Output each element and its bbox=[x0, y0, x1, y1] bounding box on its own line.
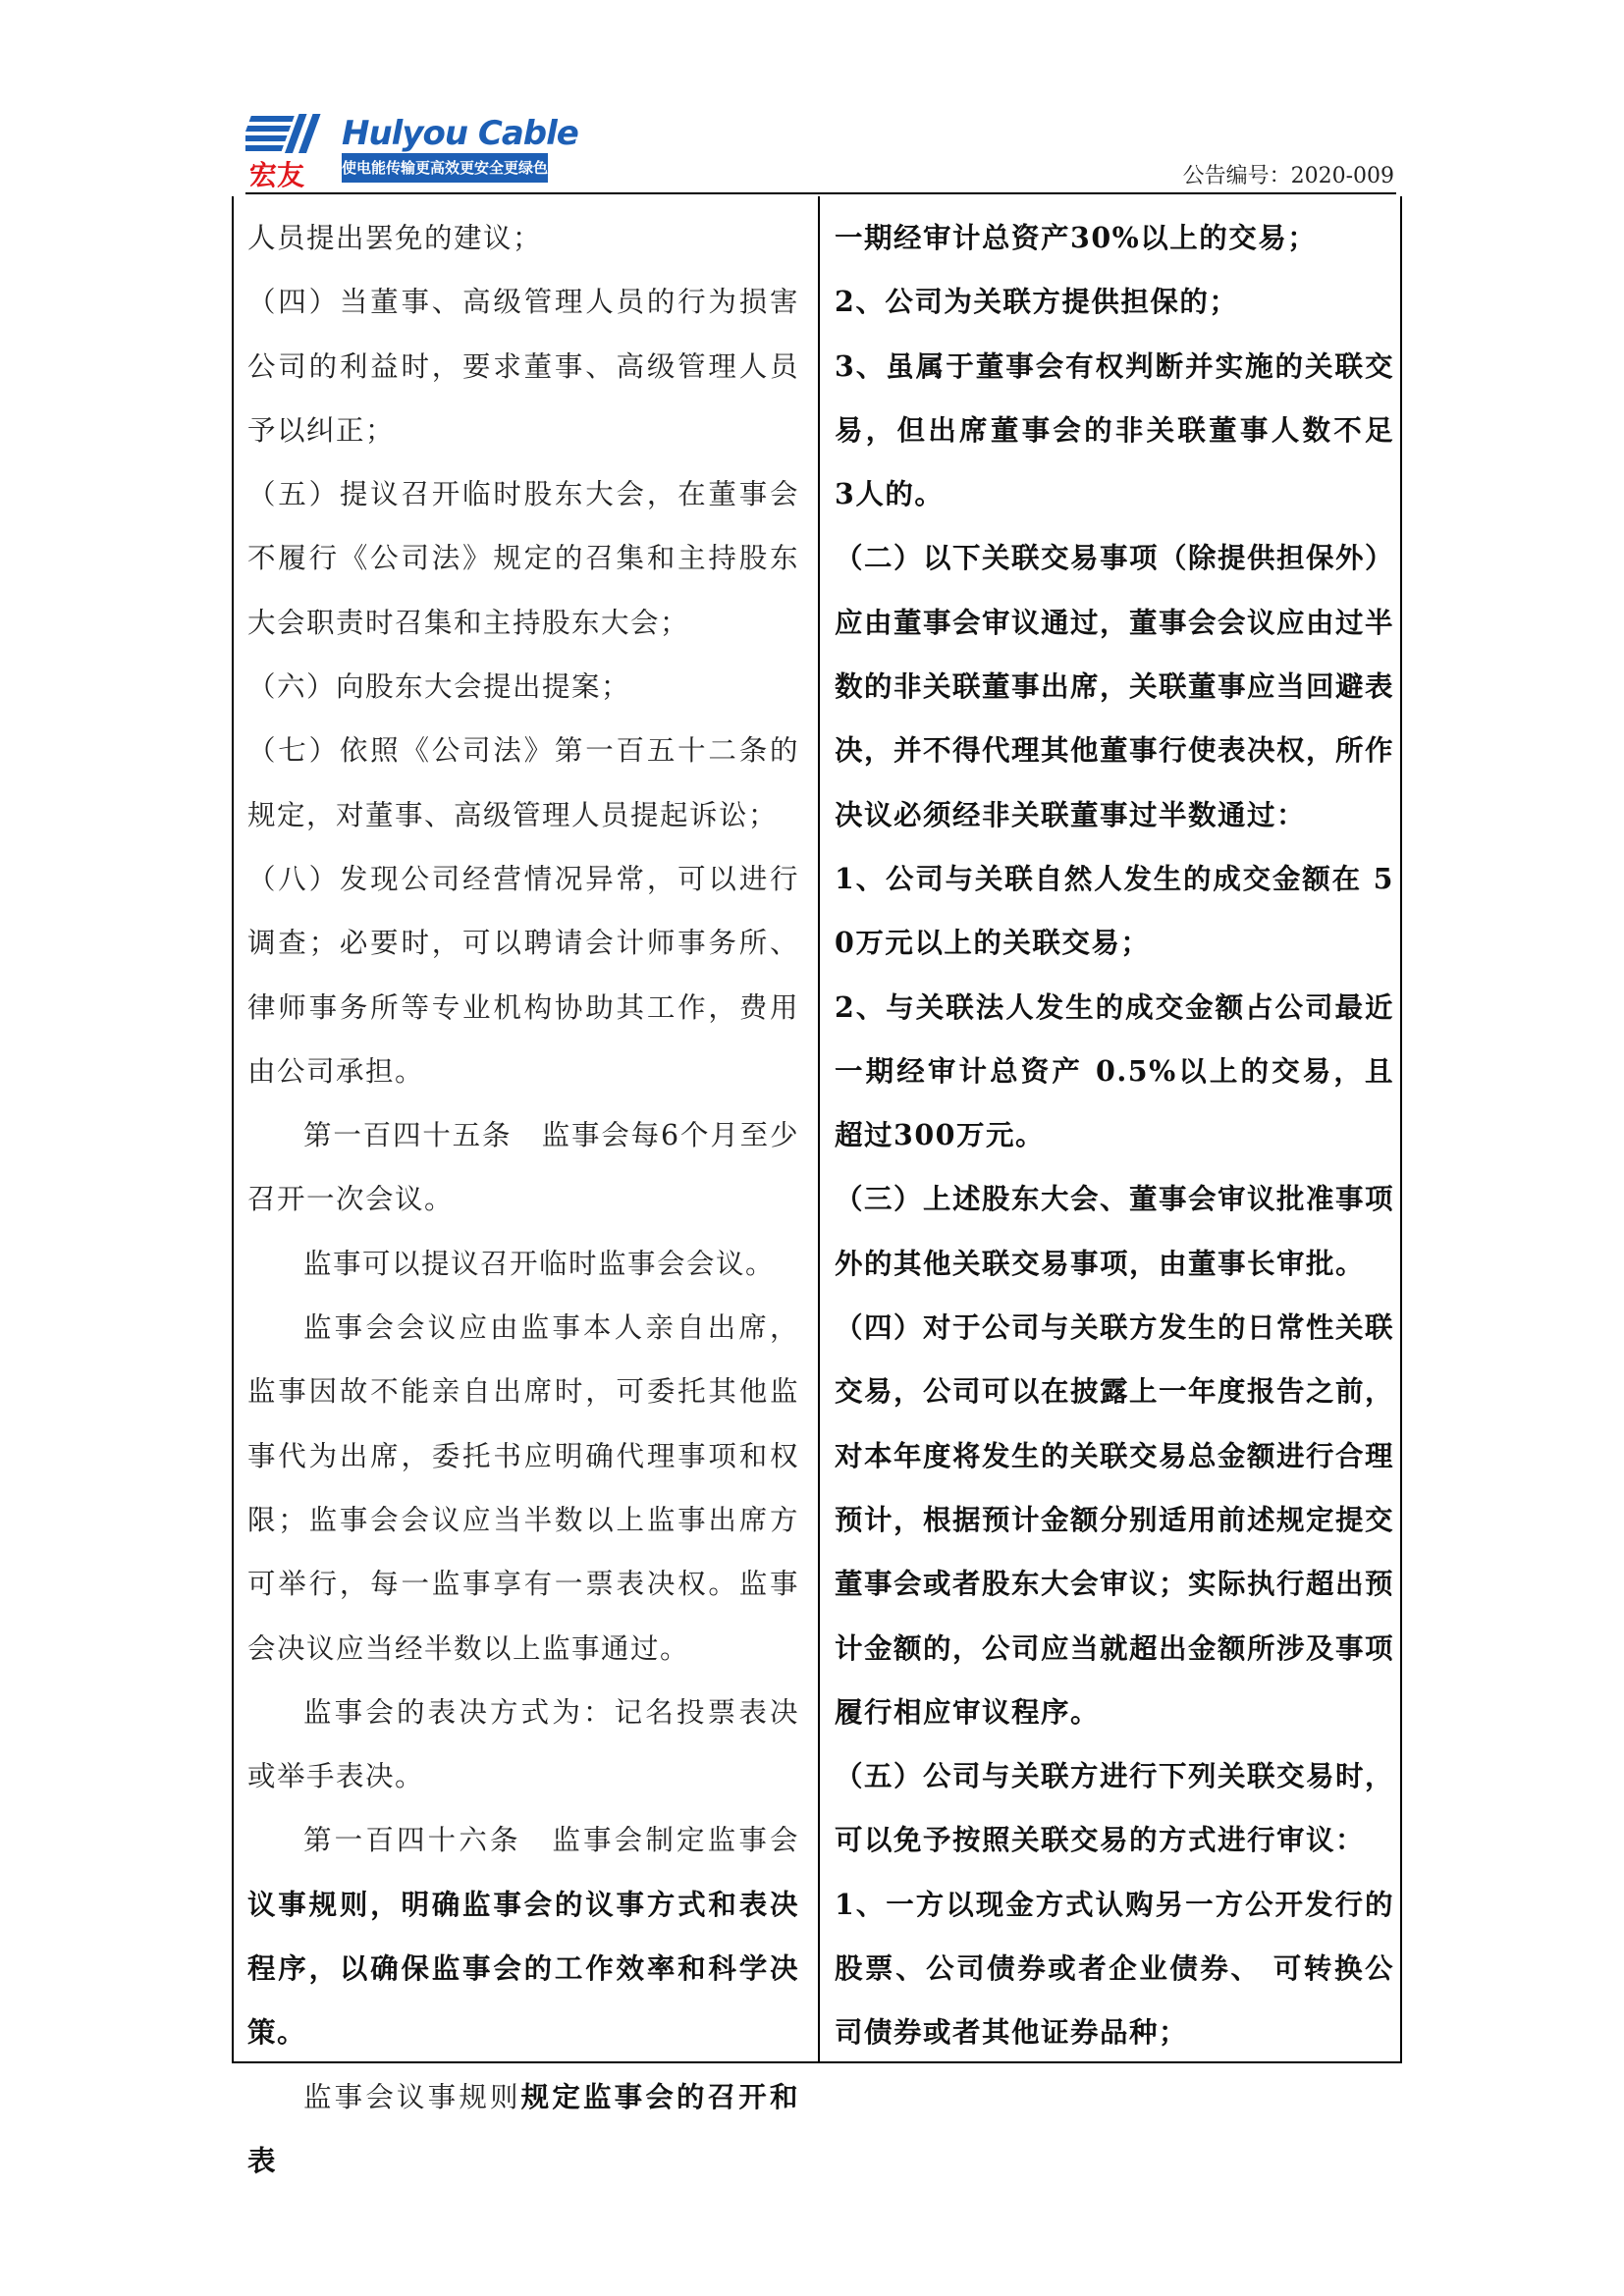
right_column-paragraph: 3、虽属于董事会有权判断并实施的关联交易，但出席董事会的非关联董事人数不足 3人的。 bbox=[835, 348, 1394, 511]
paragraph-text: 监事会议事规则 bbox=[303, 2080, 521, 2113]
right_column-paragraph: （五）公司与关联方进行下列关联交易时，可以免予按照关联交易的方式进行审议： bbox=[835, 1759, 1395, 1857]
right_column-paragraph: （四）对于公司与关联方发生的日常性关联交易，公司可以在披露上一年度报告之前，对本年度将发生的关联交易总金额进行合理预计，根据预计金额分别适用前述规定提交董事会或者股东大会审议；实际执行超出预计金额的，公司应当就超出金额所涉及事项履行相应审议程序。 bbox=[835, 1310, 1395, 1729]
header-rule bbox=[245, 192, 1396, 194]
company-logo bbox=[245, 110, 578, 188]
left_column-paragraph bbox=[247, 1808, 799, 2064]
left_column-paragraph: 监事可以提议召开临时监事会会议。 bbox=[303, 1247, 776, 1280]
left_column-paragraph: 监事会的表决方式为：记名投票表决或举手表决。 bbox=[247, 1695, 799, 1793]
page-header bbox=[245, 110, 1394, 188]
right_column-paragraph: 1、一方以现金方式认购另一方公开发行的股票、公司债券或者企业债券、 可转换公司债券或者其他证券品种； bbox=[835, 1887, 1394, 2050]
left_column-paragraph: （七）依照《公司法》第一百五十二条的规定，对董事、高级管理人员提起诉讼； bbox=[247, 734, 799, 831]
svg-text:宏友: 宏友 bbox=[249, 159, 305, 188]
left_column-paragraph: 人员提出罢免的建议； bbox=[247, 222, 543, 254]
right_column-paragraph: （三）上述股东大会、董事会审议批准事项外的其他关联交易事项，由董事长审批。 bbox=[835, 1182, 1395, 1280]
column-divider bbox=[818, 196, 820, 2061]
announcement-number: 公告编号：2020-009 bbox=[1182, 164, 1394, 188]
left_column-paragraph: 监事会会议应由监事本人亲自出席，监事因故不能亲自出席时，可委托其他监事代为出席，委托书应明确代理事项和权限；监事会会议应当半数以上监事出席方可举行，每一监事享有一票表决权。监事会决议应当经半数以上监事通过。 bbox=[247, 1311, 799, 1665]
right-column bbox=[835, 206, 1394, 2065]
left_column-paragraph: （六）向股东大会提出提案； bbox=[247, 670, 631, 704]
cable-logo-icon bbox=[245, 110, 336, 188]
left_column-paragraph: （五）提议召开临时股东大会，在董事会不履行《公司法》规定的召集和主持股东大会职责时召集和主持股东大会； bbox=[247, 478, 799, 639]
left_column-paragraph: 第一百四十五条 监事会每6个月至少召开一次会议。 bbox=[247, 1119, 799, 1216]
right_column-paragraph: 1、公司与关联自然人发生的成交金额在 50万元以上的关联交易； bbox=[835, 861, 1394, 960]
left_column-paragraph: （八）发现公司经营情况异常，可以进行调查；必要时，可以聘请会计师事务所、律师事务所等专业机构协助其工作，费用由公司承担。 bbox=[247, 862, 799, 1088]
right_column-paragraph: 一期经审计总资产30%以上的交易； bbox=[835, 221, 1318, 254]
paragraph-text: 第一百四十六条 监事会制定监事会 bbox=[303, 1824, 799, 1857]
left-column bbox=[247, 206, 799, 2193]
left_column-paragraph: （四）当董事、高级管理人员的行为损害公司的利益时，要求董事、高级管理人员予以纠正； bbox=[247, 286, 799, 447]
paragraph-text-emphasis: 议事规则，明确监事会的议事方式和表决程序，以确保监事会的工作效率和科学决策。 bbox=[247, 1887, 799, 2050]
right_column-paragraph: 2、与关联法人发生的成交金额占公司最近一期经审计总资产 0.5%以上的交易，且超过300万元。 bbox=[835, 989, 1394, 1152]
brand-slogan: 使电能传输更高效更安全更绿色 bbox=[342, 153, 548, 183]
paragraph-text-emphasis: 规定监事会的召开和表 bbox=[247, 2079, 799, 2177]
right_column-paragraph: （二）以下关联交易事项（除提供担保外）应由董事会审议通过，董事会会议应由过半数的非关联董事出席，关联董事应当回避表决，并不得代理其他董事行使表决权，所作决议必须经非关联董事过半数通过： bbox=[835, 541, 1395, 831]
right_column-paragraph: 2、公司为关联方提供担保的； bbox=[835, 285, 1239, 319]
comparison-table bbox=[232, 196, 1402, 2177]
left_column-paragraph bbox=[247, 2065, 799, 2194]
brand-name: Hulyou Cable bbox=[342, 114, 578, 153]
